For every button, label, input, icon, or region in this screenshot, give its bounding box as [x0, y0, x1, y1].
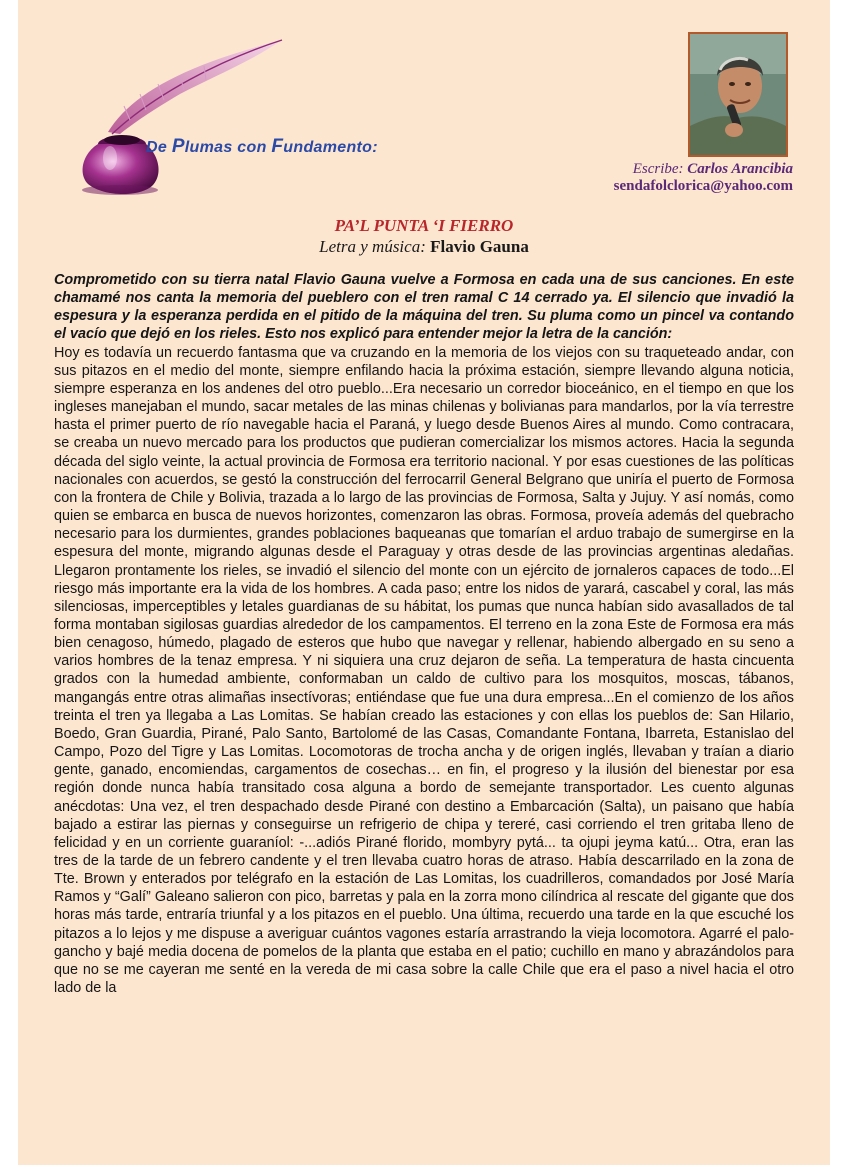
- article-intro: Comprometido con su tierra natal Flavio Gauna vuelve a Formosa en cada una de sus canciones. En este chamamé nos canta la memoria del pueblero con el tren ramal C 14 cerrado ya. El silencio que invadió la espesura y la esperanza perdida en el pitido de la máquina del tren. Su pluma como un pincel va contando el vacío que dejó en los rieles. Esto nos explicó para entender mejor la letra de la canción:: [54, 272, 794, 343]
- page: [18, 0, 830, 1165]
- byline-label: Escribe:: [632, 161, 684, 177]
- composer-name: Flavio Gauna: [430, 237, 529, 256]
- song-heading: [18, 216, 830, 258]
- author-name: Carlos Arancibia: [687, 161, 793, 177]
- article-text: Hoy es todavía un recuerdo fantasma que va cruzando en la memoria de los viejos con su traqueteado andar, con sus pitazos en el medio del monte, siempre enfilando hacia la próxima estación, siempre llevando alguna noticia, siempre esperanza en los andenes del otro pueblo...Era necesario un corredor bioceánico, en el tiempo en que los ingleses manejaban el mundo, sacar metales de las minas chilenas y bolivianas para mandarlos, por la vía terrestre hasta el primer puerto de río navegable hacia el Paraná, y luego desde Buenos Aires al mundo. Como contracara, se creaba un nuevo mercado para los productos que pudieran comercializar los mismos actores. Hacia la segunda década del siglo veinte, la actual provincia de Formosa era territorio nacional. Y por esas cuestiones de las políticas nacionales con acuerdos, se gestó la construcción del ferrocarril General Belgrano que uniría el puerto de Formosa con la frontera de Chile y Bolivia, trazada a lo largo de las provincias de Formosa, Salta y Jujuy. Y así nomás, como quien se embarca en busca de nuevos horizontes, comenzaron las obras. Formosa, proveía además del quebracho necesario para los durmientes, grandes poblaciones baqueanas que tomarían el arduo trabajo de sumergirse en la espesura del monte, migrando algunas desde el Paraguay y otras desde de las provincias argentinas aledañas. Llegaron prontamente los rieles, se invadió el silencio del monte con un ejército de jornaleros capaces de todo...El riesgo más importante era la vida de los hombres. A cada paso; entre los nidos de yarará, cascabel y coral, las más silenciosas, imperceptibles y letales guardianas de su hábitat, los pumas que nunca habían sido avasallados de tal forma montaban sigilosas guardias alrededor de los campamentos. El terreno en la zona Este de Formosa era más bien cenagoso, húmedo, plagado de esteros que hubo que navegar y rellenar, habiendo albergado en su seno a varios hombres de la tenaz empresa. Y ni siquiera una cruz dejaron de seña. La temperatura de hasta cincuenta grados con la humedad ambiente, conformaban un caldo de cultivo para los mosquitos, moscas, tábanos, mangangás entre otras alimañas insectívoras; entiéndase que fue una dura empresa...En el comienzo de los años treinta el tren ya llegaba a Las Lomitas. Se habían creado las estaciones y con ellas los pueblos de: San Hilario, Boedo, Gran Guardia, Pirané, Palo Santo, Bartolomé de las Casas, Comandante Fontana, Ibarreta, Estanislao del Campo, Pozo del Tigre y Las Lomitas. Locomotoras de trocha ancha y de origen inglés, llevaban y traían a diario gente, ganado, encomiendas, cargamentos de cosechas… en fin, el progreso y la ilusión del bienestar por esa región donde nunca había transitado cosa alguna a bordo de semejante transportador. Les cuento algunas anécdotas: Una vez, el tren despachado desde Pirané con destino a Embarcación (Salta), un paisano que había bajado a estirar las piernas y conseguirse un refrigerio de chipa y tereré, casi corriendo el tren gritaba lleno de felicidad y en un corriente guaraníol: -...adiós Pirané florido, mombyry pytá... ta ojupi jeyma katú... Otra, eran las tres de la tarde de un febrero candente y el tren llevaba cuatro horas de atraso. Había descarrilado en la zona de Tte. Brown y enterados por telégrafo en la estación de Las Lomitas, los cuadrilleros, comandados por José María Ramos y “Galí” Galeano salieron con pico, barretas y pala en la zorra mono cilíndrica al rescate del gigante que dos horas más tarde, entraría triunfal y a los pitazos en el pueblo. Una última, recuerdo una tarde en la que escuché los pitazos a lo lejos y me dispuse a averiguar cuántos vagones estaría arrastrando la vieja locomotora. Agarré el palo-gancho y bajé media docena de pomelos de la planta que estaba en el patio; cuchillo en mano y abrazándolos para que no se me cayeran me senté en la vereda de mi casa sobre la calle Chile que era el paso a nivel hacia el otro lado de la: [54, 344, 794, 997]
- author-photo: [688, 32, 788, 157]
- quill-and-inkwell-icon: [60, 36, 290, 196]
- song-title: PA’L PUNTA ‘I FIERRO: [334, 216, 514, 235]
- byline: [614, 161, 793, 195]
- column-title: De Plumas con Fundamento:: [146, 136, 378, 157]
- author-email[interactable]: sendafolclorica@yahoo.com: [613, 178, 793, 194]
- article-body: [54, 271, 794, 997]
- song-credit: Letra y música: Flavio Gauna: [319, 237, 529, 256]
